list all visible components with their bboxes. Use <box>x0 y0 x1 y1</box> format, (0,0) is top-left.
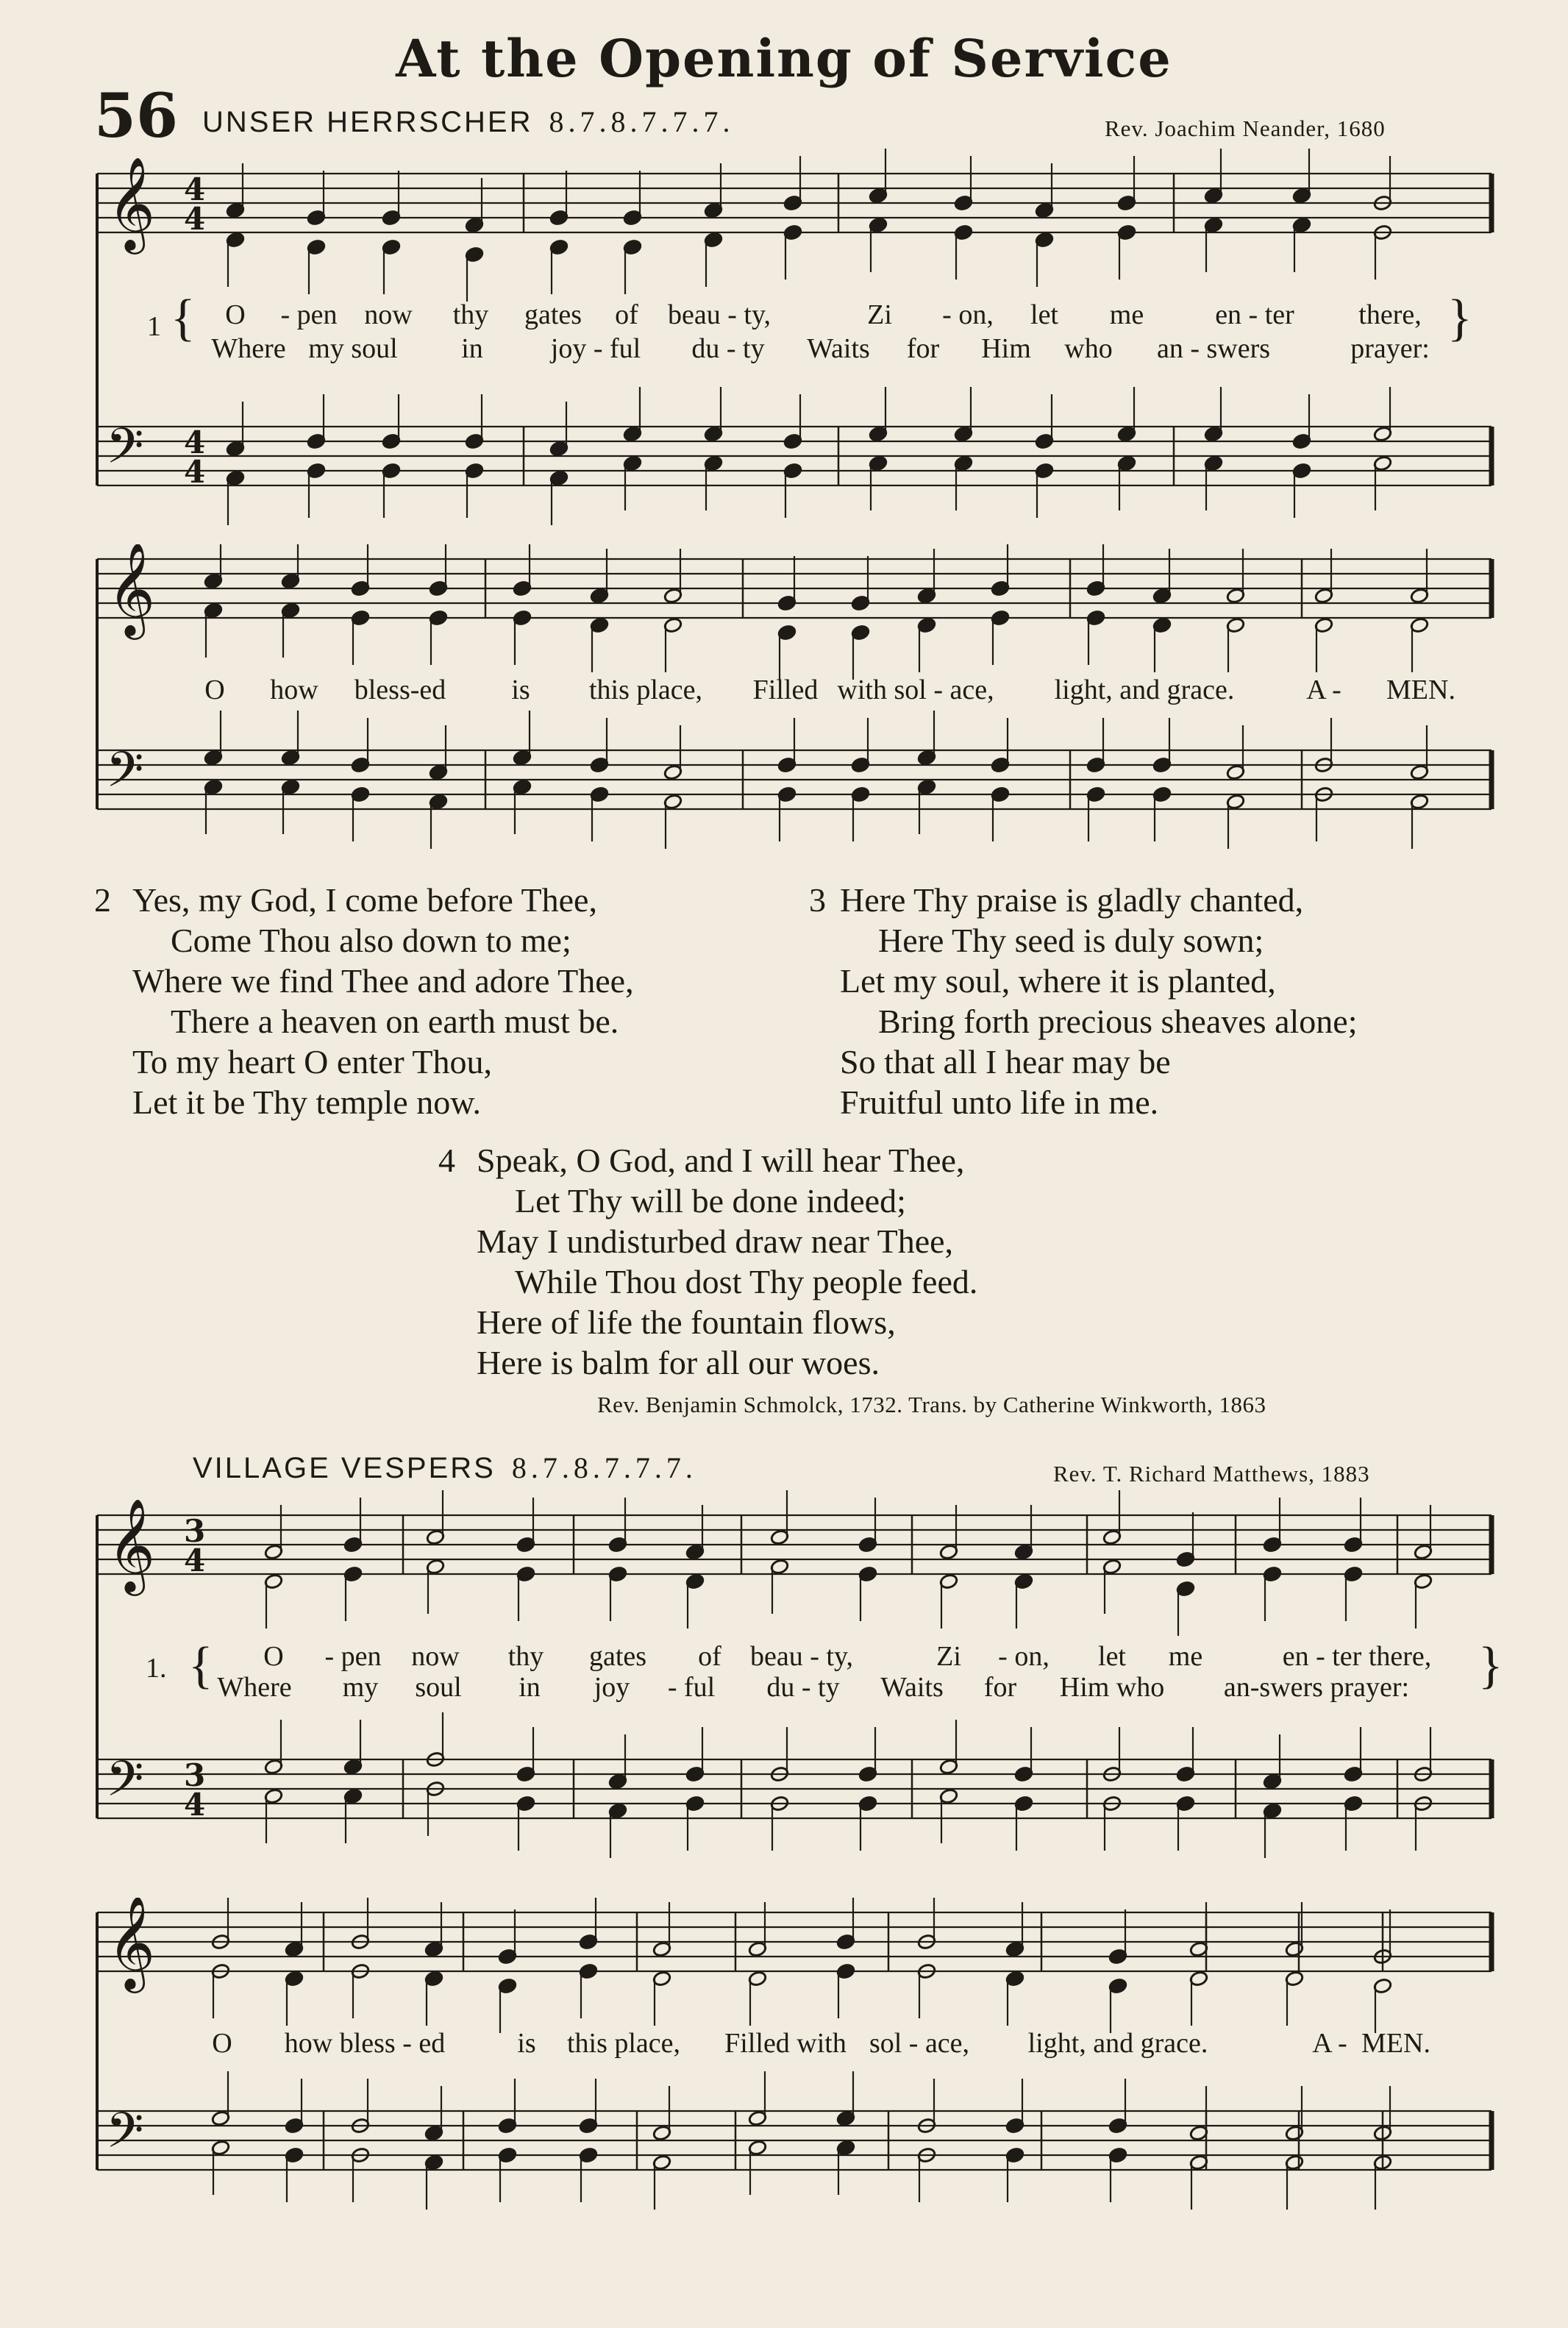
stanza-line: Where we find Thee and adore Thee, <box>132 962 634 1000</box>
lyric-syllable: du - ty <box>766 1672 840 1703</box>
lyric-syllable: this place, <box>588 674 703 705</box>
tune-2-system-2 <box>0 1898 1568 2243</box>
lyric-syllable: gates <box>588 1641 647 1672</box>
tune-2-meter: 8.7.8.7.7.7. <box>511 1451 697 1484</box>
lyric-syllable: sol - ace, <box>869 2028 970 2059</box>
lyric-syllable: du - ty <box>691 333 765 364</box>
time-signature: 3 <box>184 1513 206 1549</box>
lyric-syllable: O <box>204 674 225 705</box>
lyric-syllable: bless-ed <box>354 674 446 705</box>
bass-clef-icon: 𝄢 <box>106 741 144 810</box>
lyric-syllable: O <box>225 299 246 330</box>
stanza-line: Here Thy seed is duly sown; <box>878 922 1264 959</box>
verse-number: 1 <box>147 311 161 342</box>
lyric-syllable: there, <box>1358 299 1422 330</box>
lyric-syllable: now <box>364 299 413 330</box>
lyric-syllable: let <box>1098 1641 1126 1672</box>
stanza-line: Yes, my God, I come before Thee, <box>132 881 597 919</box>
lyric-line-3 <box>0 2027 1568 2060</box>
lyric-syllable: thy <box>452 299 489 330</box>
lyric-syllable: light, and grace. <box>1054 674 1235 705</box>
verse-brace-right: } <box>1447 290 1472 346</box>
stanza-line: Let my soul, where it is planted, <box>840 962 1276 1000</box>
lyric-syllable: soul <box>415 1672 462 1703</box>
stanza-line: Speak, O God, and I will hear Thee, <box>477 1142 965 1179</box>
tune-2-system-1 <box>0 1486 1568 1898</box>
tune-1-name: UNSER HERRSCHER <box>202 106 533 138</box>
stanza-line: While Thou dost Thy people feed. <box>515 1263 978 1300</box>
lyric-syllable: - pen <box>280 299 338 330</box>
lyric-syllable: in <box>461 333 483 364</box>
text-credit: Rev. Benjamin Schmolck, 1732. Trans. by Catherine Winkworth, 1863 <box>597 1392 1266 1417</box>
stanza-line: Here Thy praise is gladly chanted, <box>840 881 1304 919</box>
lyric-syllable: for <box>906 333 940 364</box>
lyric-syllable: Where <box>211 333 286 364</box>
lyric-line-2 <box>0 332 1568 366</box>
lyric-syllable: light, and grace. <box>1027 2028 1208 2059</box>
section-title: At the Opening of Service <box>396 28 1172 89</box>
stanza-number: 3 <box>809 881 826 919</box>
lyric-syllable: of <box>698 1641 721 1672</box>
stanza-line: Here of life the fountain flows, <box>477 1303 896 1341</box>
lyric-syllable: Filled <box>752 674 819 705</box>
lyric-syllable: let <box>1030 299 1058 330</box>
time-signature: 4 <box>184 454 206 490</box>
lyric-syllable: Waits <box>880 1672 944 1703</box>
lyric-syllable: how bless - ed <box>284 2028 446 2059</box>
stanza-number: 4 <box>438 1142 455 1179</box>
time-signature: 4 <box>184 171 206 207</box>
stanza-line: To my heart O enter Thou, <box>132 1043 493 1081</box>
tune-1-system-1 <box>0 147 1568 530</box>
lyric-syllable: my <box>342 1672 379 1703</box>
stanza-3 <box>809 880 1358 1122</box>
tune-2-name: VILLAGE VESPERS <box>193 1452 496 1484</box>
lyric-syllable: in <box>518 1672 541 1703</box>
stanza-line: Come Thou also down to me; <box>171 922 571 959</box>
lyric-syllable: how <box>270 674 318 705</box>
lyric-syllable: for <box>983 1672 1017 1703</box>
lyric-syllable: thy <box>507 1641 544 1672</box>
tune-2-header <box>193 1450 697 1485</box>
lyric-line-3 <box>0 674 1568 707</box>
time-signature: 4 <box>184 201 206 237</box>
lyric-syllable: gates <box>524 299 582 330</box>
verse-brace-left: { <box>171 290 196 346</box>
treble-clef-icon: 𝄞 <box>107 156 156 250</box>
tune-1-header <box>202 104 735 139</box>
stanza-line: There a heaven on earth must be. <box>171 1003 619 1040</box>
treble-clef-icon: 𝄞 <box>107 544 156 636</box>
stanza-2 <box>94 880 634 1122</box>
lyric-syllable: now <box>411 1641 460 1672</box>
treble-clef-icon: 𝄞 <box>107 1498 156 1592</box>
lyric-syllable: - pen <box>324 1641 382 1672</box>
lyric-syllable: this place, <box>566 2028 681 2059</box>
lyric-syllable: en - ter <box>1215 299 1294 330</box>
lyric-syllable: is <box>511 674 530 705</box>
tune-2-composer: Rev. T. Richard Matthews, 1883 <box>1053 1461 1370 1487</box>
lyric-syllable: prayer: <box>1350 333 1430 364</box>
tune-1-composer: Rev. Joachim Neander, 1680 <box>1105 115 1386 141</box>
lyric-syllable: Filled with <box>724 2028 847 2059</box>
lyric-syllable: an-swers prayer: <box>1223 1672 1410 1703</box>
time-signature: 4 <box>184 1787 206 1823</box>
stanza-line: Let Thy will be done indeed; <box>515 1182 906 1220</box>
stanza-line: Bring forth precious sheaves alone; <box>878 1003 1358 1040</box>
lyric-syllable: Where <box>217 1672 292 1703</box>
stanza-line: So that all I hear may be <box>840 1043 1171 1081</box>
lyric-syllable: with sol - ace, <box>837 674 994 705</box>
hymn-number: 56 <box>94 81 179 152</box>
time-signature: 4 <box>184 424 206 460</box>
lyric-syllable: - ful <box>667 1672 716 1703</box>
tune-1-system-2 <box>0 544 1568 868</box>
lyric-syllable: joy - ful <box>550 333 641 364</box>
lyric-syllable: - on, <box>942 299 994 330</box>
lyric-syllable: A - <box>1312 2028 1347 2059</box>
lyric-syllable: who <box>1064 333 1113 364</box>
lyric-syllable: beau - ty, <box>750 1641 853 1672</box>
lyric-syllable: me <box>1168 1641 1203 1672</box>
lyric-line-1 <box>0 1640 1568 1673</box>
lyric-syllable: Zi <box>867 299 892 330</box>
lyric-syllable: me <box>1109 299 1144 330</box>
lyric-syllable: Zi <box>936 1641 961 1672</box>
stanza-line: Fruitful unto life in me. <box>840 1083 1159 1121</box>
lyric-syllable: A - <box>1306 674 1341 705</box>
stanza-number: 2 <box>94 881 111 919</box>
lyric-syllable: Waits <box>807 333 870 364</box>
time-signature: 4 <box>184 1542 206 1578</box>
tune-1-meter: 8.7.8.7.7.7. <box>549 105 735 138</box>
lyric-syllable: MEN. <box>1386 674 1455 705</box>
lyric-syllable: is <box>517 2028 536 2059</box>
lyric-syllable: beau - ty, <box>668 299 771 330</box>
bass-clef-icon: 𝄢 <box>106 1751 144 1819</box>
stanza-4 <box>438 1140 978 1383</box>
lyric-syllable: O <box>212 2028 232 2059</box>
bass-clef-icon: 𝄢 <box>106 2102 144 2171</box>
lyric-syllable: Him <box>981 333 1031 364</box>
verse-number: 1. <box>146 1653 167 1684</box>
lyric-syllable: an - swers <box>1156 333 1271 364</box>
bass-clef-icon: 𝄢 <box>106 418 144 486</box>
lyric-syllable: joy <box>594 1672 630 1703</box>
lyric-syllable: my soul <box>308 333 398 364</box>
lyric-syllable: Him who <box>1059 1672 1165 1703</box>
stanza-line: Let it be Thy temple now. <box>132 1083 481 1121</box>
music-staves <box>0 1898 1568 2243</box>
lyric-syllable: of <box>615 299 638 330</box>
lyric-line-1 <box>0 299 1568 332</box>
time-signature: 3 <box>184 1757 206 1793</box>
verse-brace-left: { <box>188 1637 213 1694</box>
lyric-syllable: - on, <box>998 1641 1050 1672</box>
lyric-syllable: en - ter there, <box>1282 1641 1432 1672</box>
treble-clef-icon: 𝄞 <box>107 1898 156 1989</box>
lyric-syllable: MEN. <box>1361 2028 1430 2059</box>
lyric-syllable: O <box>263 1641 284 1672</box>
stanza-line: Here is balm for all our woes. <box>477 1344 880 1381</box>
stanza-line: May I undisturbed draw near Thee, <box>477 1222 954 1260</box>
verse-brace-right: } <box>1478 1637 1503 1694</box>
lyric-line-2 <box>0 1671 1568 1704</box>
